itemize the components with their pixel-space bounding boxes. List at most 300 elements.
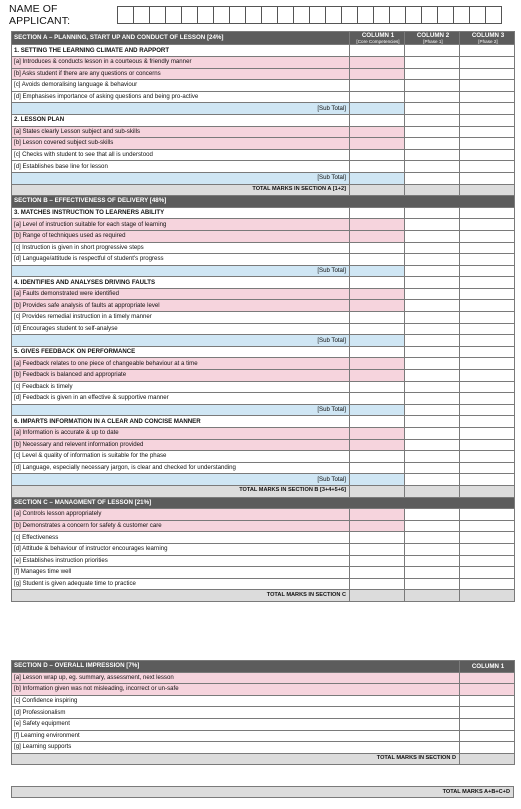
name-letter-box[interactable]: [214, 7, 230, 23]
criteria-row: [12, 370, 515, 382]
score-cell-col1[interactable]: [350, 45, 405, 57]
criteria-row: [12, 80, 515, 92]
name-letter-box[interactable]: [134, 7, 150, 23]
name-letter-box[interactable]: [150, 7, 166, 23]
score-cell-col1[interactable]: [350, 254, 405, 266]
score-cell-col3[interactable]: [460, 207, 515, 219]
column-title: COLUMN 1: [361, 32, 395, 39]
criteria-row: [12, 149, 515, 161]
criteria-label: [a] Feedback relates to one piece of changeable behaviour at a time: [12, 358, 350, 370]
column-header-c1: COLUMN 1: [460, 661, 515, 673]
score-cell-col2[interactable]: [405, 138, 460, 150]
score-cell-col1[interactable]: [350, 161, 405, 173]
name-letter-box[interactable]: [342, 7, 358, 23]
score-cell-col2[interactable]: [405, 509, 460, 521]
score-cell-col2[interactable]: [405, 462, 460, 474]
score-cell-col2[interactable]: [405, 590, 460, 602]
score-cell-col2[interactable]: [405, 416, 460, 428]
score-cell-col1[interactable]: [350, 219, 405, 231]
criteria-row: [12, 742, 515, 754]
criteria-row: [12, 543, 515, 555]
section-total-row: [12, 590, 515, 602]
criteria-label: [d] Language, especially necessary jargon, is clear and checked for understanding: [12, 462, 350, 474]
criteria-row: [12, 312, 515, 324]
score-cell-col1[interactable]: [350, 68, 405, 80]
score-cell-col1[interactable]: [350, 555, 405, 567]
score-cell-col2[interactable]: [405, 91, 460, 103]
name-letter-box[interactable]: [198, 7, 214, 23]
criteria-row: [12, 567, 515, 579]
score-cell-col3[interactable]: [460, 520, 515, 532]
criteria-row: [12, 393, 515, 405]
score-cell-col3[interactable]: [460, 230, 515, 242]
score-cell-col1[interactable]: [350, 381, 405, 393]
criteria-label: [a] Information is accurate & up to date: [12, 428, 350, 440]
column-header-c1: [350, 32, 405, 45]
score-cell-col1[interactable]: [350, 370, 405, 382]
score-cell-col2[interactable]: [405, 346, 460, 358]
name-letter-box[interactable]: [278, 7, 294, 23]
score-cell-col1[interactable]: [350, 288, 405, 300]
score-cell-col3[interactable]: [460, 567, 515, 579]
score-cell-col1[interactable]: [350, 404, 405, 416]
name-letter-box[interactable]: [326, 7, 342, 23]
name-letter-box[interactable]: [246, 7, 262, 23]
score-cell-col3[interactable]: [460, 590, 515, 602]
score-cell-col1[interactable]: [350, 149, 405, 161]
criteria-label: [b] Provides safe analysis of faults at appropriate level: [12, 300, 350, 312]
score-cell-col3[interactable]: [460, 184, 515, 196]
score-cell-col1[interactable]: [350, 103, 405, 115]
score-cell-col1[interactable]: [460, 730, 515, 742]
criteria-label: [b] Demonstrates a concern for safety & customer care: [12, 520, 350, 532]
criteria-row: [12, 138, 515, 150]
name-letter-box[interactable]: [310, 7, 326, 23]
subtotal-row: [12, 335, 515, 347]
score-cell-col1[interactable]: [350, 428, 405, 440]
criteria-label: [g] Learning supports: [12, 742, 460, 754]
applicant-name-row: [9, 3, 502, 27]
criteria-label: [e] Establishes instruction priorities: [12, 555, 350, 567]
criteria-row: [12, 684, 515, 696]
score-cell-col2[interactable]: [405, 230, 460, 242]
score-cell-col3[interactable]: [460, 416, 515, 428]
column-header-c3: [460, 32, 515, 45]
score-cell-col3[interactable]: [460, 91, 515, 103]
criteria-label: [b] Necessary and relevent information provided: [12, 439, 350, 451]
criteria-row: [12, 254, 515, 266]
score-cell-col1[interactable]: [350, 335, 405, 347]
name-letter-box[interactable]: [406, 7, 422, 23]
criteria-row: [12, 161, 515, 173]
score-cell-col3[interactable]: [460, 57, 515, 69]
criteria-row: [12, 242, 515, 254]
subtotal-row: [12, 474, 515, 486]
subtotal-label: [Sub Total]: [12, 404, 350, 416]
name-letter-box[interactable]: [374, 7, 390, 23]
section-total-row: [12, 753, 515, 765]
category-title: 4. IDENTIFIES AND ANALYSES DRIVING FAULTS: [12, 277, 350, 289]
score-cell-col3[interactable]: [460, 288, 515, 300]
category-title: 1. SETTING THE LEARNING CLIMATE AND RAPPORT: [12, 45, 350, 57]
subtotal-label: [Sub Total]: [12, 103, 350, 115]
score-cell-col1[interactable]: [350, 358, 405, 370]
score-cell-col1[interactable]: [350, 543, 405, 555]
criteria-row: [12, 578, 515, 590]
score-cell-col2[interactable]: [405, 312, 460, 324]
column-title: COLUMN 2: [416, 32, 450, 39]
criteria-label: [d] Feedback is given in an effective & supportive manner: [12, 393, 350, 405]
criteria-label: [c] Confidence inspiring: [12, 695, 460, 707]
criteria-label: [d] Attitude & behaviour of instructor encourages learning: [12, 543, 350, 555]
name-letter-box[interactable]: [438, 7, 454, 23]
score-cell-col3[interactable]: [460, 370, 515, 382]
criteria-label: [d] Emphasises importance of asking questions and being pro-active: [12, 91, 350, 103]
name-letter-box[interactable]: [182, 7, 198, 23]
section-header-row: [12, 32, 515, 45]
score-cell-col2[interactable]: [405, 485, 460, 497]
score-cell-col3[interactable]: [460, 45, 515, 57]
criteria-row: [12, 230, 515, 242]
score-cell-col3[interactable]: [460, 114, 515, 126]
score-cell-col2[interactable]: [405, 393, 460, 405]
category-row: [12, 416, 515, 428]
criteria-row: [12, 300, 515, 312]
name-letter-box[interactable]: [470, 7, 486, 23]
score-cell-col3[interactable]: [460, 451, 515, 463]
score-cell-col3[interactable]: [460, 277, 515, 289]
score-cell-col1[interactable]: [350, 207, 405, 219]
score-cell-col1[interactable]: [350, 57, 405, 69]
criteria-row: [12, 428, 515, 440]
score-cell-col3[interactable]: [460, 439, 515, 451]
category-row: [12, 277, 515, 289]
subtotal-row: [12, 172, 515, 184]
subtotal-label: [Sub Total]: [12, 172, 350, 184]
score-cell-col1[interactable]: [350, 80, 405, 92]
score-cell-col3[interactable]: [460, 335, 515, 347]
score-cell-col1[interactable]: [350, 509, 405, 521]
section-header-row: [12, 497, 515, 509]
score-cell-col1[interactable]: [350, 172, 405, 184]
category-title: 3. MATCHES INSTRUCTION TO LEARNERS ABILITY: [12, 207, 350, 219]
score-cell-col3[interactable]: [460, 485, 515, 497]
subtotal-row: [12, 103, 515, 115]
criteria-row: [12, 730, 515, 742]
score-cell-col3[interactable]: [460, 543, 515, 555]
score-cell-col1[interactable]: [350, 184, 405, 196]
criteria-row: [12, 439, 515, 451]
score-cell-col1[interactable]: [460, 695, 515, 707]
score-cell-col3[interactable]: [460, 312, 515, 324]
section-header-row: [12, 661, 515, 673]
criteria-row: [12, 358, 515, 370]
score-cell-col3[interactable]: [460, 509, 515, 521]
score-cell-col1[interactable]: [350, 277, 405, 289]
score-cell-col2[interactable]: [405, 68, 460, 80]
score-cell-col2[interactable]: [405, 265, 460, 277]
criteria-label: [c] Instruction is given in short progressive steps: [12, 242, 350, 254]
criteria-label: [b] Lesson covered subject sub-skills: [12, 138, 350, 150]
score-cell-col2[interactable]: [405, 439, 460, 451]
category-title: 5. GIVES FEEDBACK ON PERFORMANCE: [12, 346, 350, 358]
criteria-row: [12, 288, 515, 300]
section-d-table: [11, 660, 515, 765]
score-cell-col1[interactable]: [350, 462, 405, 474]
score-cell-col3[interactable]: [460, 555, 515, 567]
score-cell-col3[interactable]: [460, 428, 515, 440]
score-cell-col2[interactable]: [405, 335, 460, 347]
criteria-row: [12, 381, 515, 393]
score-cell-col3[interactable]: [460, 381, 515, 393]
criteria-label: [f] Learning environment: [12, 730, 460, 742]
section-title: SECTION C – MANAGMENT OF LESSON [21%]: [12, 497, 515, 509]
score-cell-col2[interactable]: [405, 543, 460, 555]
score-cell-col2[interactable]: [405, 451, 460, 463]
score-cell-col3[interactable]: [460, 300, 515, 312]
score-cell-col2[interactable]: [405, 219, 460, 231]
score-cell-col2[interactable]: [405, 578, 460, 590]
score-cell-col3[interactable]: [460, 393, 515, 405]
criteria-label: [c] Level & quality of information is suitable for the phase: [12, 451, 350, 463]
criteria-label: [c] Checks with student to see that all is understood: [12, 149, 350, 161]
category-title: 6. IMPARTS INFORMATION IN A CLEAR AND CONCISE MANNER: [12, 416, 350, 428]
criteria-label: [c] Avoids demoralising language & behaviour: [12, 80, 350, 92]
score-cell-col2[interactable]: [405, 172, 460, 184]
criteria-row: [12, 68, 515, 80]
applicant-name-boxes: [117, 6, 502, 24]
criteria-row: [12, 532, 515, 544]
section-title: SECTION B – EFFECTIVENESS OF DELIVERY [48%]: [12, 196, 515, 208]
criteria-label: [d] Establishes base line for lesson: [12, 161, 350, 173]
criteria-row: [12, 718, 515, 730]
name-letter-box[interactable]: [166, 7, 182, 23]
score-cell-col1[interactable]: [350, 138, 405, 150]
score-cell-col3[interactable]: [460, 242, 515, 254]
category-row: [12, 114, 515, 126]
score-cell-col1[interactable]: [460, 707, 515, 719]
score-cell-col3[interactable]: [460, 149, 515, 161]
score-cell-col2[interactable]: [405, 103, 460, 115]
name-letter-box[interactable]: [118, 7, 134, 23]
score-cell-col2[interactable]: [405, 358, 460, 370]
score-cell-col3[interactable]: [460, 323, 515, 335]
score-cell-col1[interactable]: [350, 578, 405, 590]
score-cell-col1[interactable]: [350, 312, 405, 324]
criteria-row: [12, 509, 515, 521]
score-cell-col3[interactable]: [460, 138, 515, 150]
subtotal-label: [Sub Total]: [12, 474, 350, 486]
criteria-label: [a] Lesson wrap up, eg. summary, assessment, next lesson: [12, 672, 460, 684]
score-cell-col2[interactable]: [405, 555, 460, 567]
score-cell-col1[interactable]: [350, 532, 405, 544]
score-cell-col3[interactable]: [460, 404, 515, 416]
score-cell-col1[interactable]: [350, 451, 405, 463]
name-letter-box[interactable]: [454, 7, 470, 23]
criteria-row: [12, 57, 515, 69]
score-cell-col2[interactable]: [405, 474, 460, 486]
criteria-label: [d] Language/attitude is respectful of student's progress: [12, 254, 350, 266]
score-cell-col2[interactable]: [405, 254, 460, 266]
criteria-label: [b] Information given was not misleading, incorrect or un-safe: [12, 684, 460, 696]
score-cell-col3[interactable]: [460, 346, 515, 358]
section-total-row: [12, 485, 515, 497]
criteria-label: [b] Range of techniques used as required: [12, 230, 350, 242]
criteria-row: [12, 695, 515, 707]
score-cell-col1[interactable]: [350, 416, 405, 428]
score-cell-col1[interactable]: [460, 753, 515, 765]
criteria-row: [12, 707, 515, 719]
column-subtitle: [Core Competencies]: [356, 39, 400, 45]
score-cell-col2[interactable]: [405, 114, 460, 126]
score-cell-col2[interactable]: [405, 45, 460, 57]
score-cell-col1[interactable]: [350, 265, 405, 277]
section-total-label: TOTAL MARKS IN SECTION B [3+4+5+6]: [12, 485, 350, 497]
score-cell-col1[interactable]: [350, 567, 405, 579]
criteria-label: [f] Manages time well: [12, 567, 350, 579]
subtotal-label: [Sub Total]: [12, 335, 350, 347]
criteria-row: [12, 91, 515, 103]
criteria-row: [12, 672, 515, 684]
criteria-label: [g] Student is given adequate time to practice: [12, 578, 350, 590]
name-letter-box[interactable]: [262, 7, 278, 23]
score-cell-col3[interactable]: [460, 219, 515, 231]
score-cell-col3[interactable]: [460, 103, 515, 115]
score-cell-col3[interactable]: [460, 161, 515, 173]
column-header-c2: [405, 32, 460, 45]
score-cell-col3[interactable]: [460, 80, 515, 92]
score-cell-col1[interactable]: [350, 242, 405, 254]
name-letter-box[interactable]: [390, 7, 406, 23]
criteria-row: [12, 451, 515, 463]
score-cell-col3[interactable]: [460, 358, 515, 370]
score-cell-col3[interactable]: [460, 474, 515, 486]
score-cell-col3[interactable]: [460, 578, 515, 590]
score-cell-col1[interactable]: [350, 230, 405, 242]
subtotal-row: [12, 404, 515, 416]
score-cell-col1[interactable]: [350, 485, 405, 497]
score-cell-col3[interactable]: [460, 265, 515, 277]
criteria-row: [12, 520, 515, 532]
score-cell-col2[interactable]: [405, 532, 460, 544]
score-cell-col3[interactable]: [460, 126, 515, 138]
score-cell-col2[interactable]: [405, 80, 460, 92]
section-total-label: TOTAL MARKS IN SECTION C: [12, 590, 350, 602]
criteria-label: [a] States clearly Lesson subject and sub-skills: [12, 126, 350, 138]
category-row: [12, 45, 515, 57]
category-row: [12, 207, 515, 219]
grand-total-row: TOTAL MARKS A+B+C+D: [11, 786, 514, 798]
name-letter-box[interactable]: [486, 7, 502, 23]
score-cell-col2[interactable]: [405, 404, 460, 416]
score-cell-col2[interactable]: [405, 288, 460, 300]
score-cell-col3[interactable]: [460, 462, 515, 474]
criteria-label: [c] Provides remedial instruction in a timely manner: [12, 312, 350, 324]
score-cell-col2[interactable]: [405, 520, 460, 532]
score-cell-col1[interactable]: [350, 474, 405, 486]
score-cell-col3[interactable]: [460, 532, 515, 544]
score-cell-col1[interactable]: [460, 718, 515, 730]
category-title: 2. LESSON PLAN: [12, 114, 350, 126]
subtotal-label: [Sub Total]: [12, 265, 350, 277]
score-cell-col1[interactable]: [460, 672, 515, 684]
score-cell-col2[interactable]: [405, 242, 460, 254]
criteria-row: [12, 323, 515, 335]
score-cell-col1[interactable]: [350, 346, 405, 358]
section-header-row: [12, 196, 515, 208]
criteria-label: [a] Introduces & conducts lesson in a courteous & friendly manner: [12, 57, 350, 69]
score-cell-col3[interactable]: [460, 68, 515, 80]
column-subtitle: [Phase 1]: [423, 39, 443, 45]
name-letter-box[interactable]: [230, 7, 246, 23]
score-cell-col3[interactable]: [460, 172, 515, 184]
criteria-row: [12, 126, 515, 138]
criteria-label: [b] Feedback is balanced and appropriate: [12, 370, 350, 382]
score-cell-col1[interactable]: [350, 393, 405, 405]
score-cell-col1[interactable]: [350, 126, 405, 138]
name-letter-box[interactable]: [422, 7, 438, 23]
column-title: COLUMN 3: [471, 32, 505, 39]
score-cell-col2[interactable]: [405, 184, 460, 196]
criteria-label: [e] Safety equipment: [12, 718, 460, 730]
section-total-label: TOTAL MARKS IN SECTION D: [12, 753, 460, 765]
score-cell-col1[interactable]: [460, 742, 515, 754]
criteria-label: [c] Feedback is timely: [12, 381, 350, 393]
name-letter-box[interactable]: [294, 7, 310, 23]
score-cell-col2[interactable]: [405, 277, 460, 289]
score-cell-col1[interactable]: [350, 590, 405, 602]
category-row: [12, 346, 515, 358]
criteria-label: [d] Professionalism: [12, 707, 460, 719]
section-total-label: TOTAL MARKS IN SECTION A [1+2]: [12, 184, 350, 196]
assessment-table: [11, 31, 515, 602]
score-cell-col2[interactable]: [405, 161, 460, 173]
section-total-row: [12, 184, 515, 196]
score-cell-col2[interactable]: [405, 149, 460, 161]
score-cell-col1[interactable]: [350, 114, 405, 126]
score-cell-col1[interactable]: [350, 91, 405, 103]
score-cell-col1[interactable]: [350, 323, 405, 335]
score-cell-col2[interactable]: [405, 381, 460, 393]
applicant-name-label: NAME OF APPLICANT:: [9, 3, 71, 27]
score-cell-col2[interactable]: [405, 57, 460, 69]
criteria-label: [c] Effectiveness: [12, 532, 350, 544]
score-cell-col2[interactable]: [405, 323, 460, 335]
score-cell-col3[interactable]: [460, 254, 515, 266]
score-cell-col2[interactable]: [405, 428, 460, 440]
score-cell-col2[interactable]: [405, 300, 460, 312]
criteria-row: [12, 219, 515, 231]
criteria-row: [12, 555, 515, 567]
score-cell-col1[interactable]: [350, 300, 405, 312]
criteria-label: [d] Encourages student to self-analyse: [12, 323, 350, 335]
score-cell-col2[interactable]: [405, 567, 460, 579]
column-subtitle: [Phase 2]: [478, 39, 498, 45]
score-cell-col1[interactable]: [460, 684, 515, 696]
section-title: SECTION D – OVERALL IMPRESSION [7%]: [12, 661, 460, 673]
score-cell-col2[interactable]: [405, 126, 460, 138]
score-cell-col2[interactable]: [405, 370, 460, 382]
name-letter-box[interactable]: [358, 7, 374, 23]
score-cell-col1[interactable]: [350, 439, 405, 451]
criteria-label: [b] Asks student if there are any questions or concerns: [12, 68, 350, 80]
criteria-label: [a] Level of instruction suitable for each stage of learning: [12, 219, 350, 231]
criteria-label: [a] Faults demonstrated were identified: [12, 288, 350, 300]
score-cell-col1[interactable]: [350, 520, 405, 532]
score-cell-col2[interactable]: [405, 207, 460, 219]
section-title: SECTION A – PLANNING, START UP AND CONDUCT OF LESSON [24%]: [12, 32, 350, 45]
criteria-label: [a] Controls lesson appropriately: [12, 509, 350, 521]
